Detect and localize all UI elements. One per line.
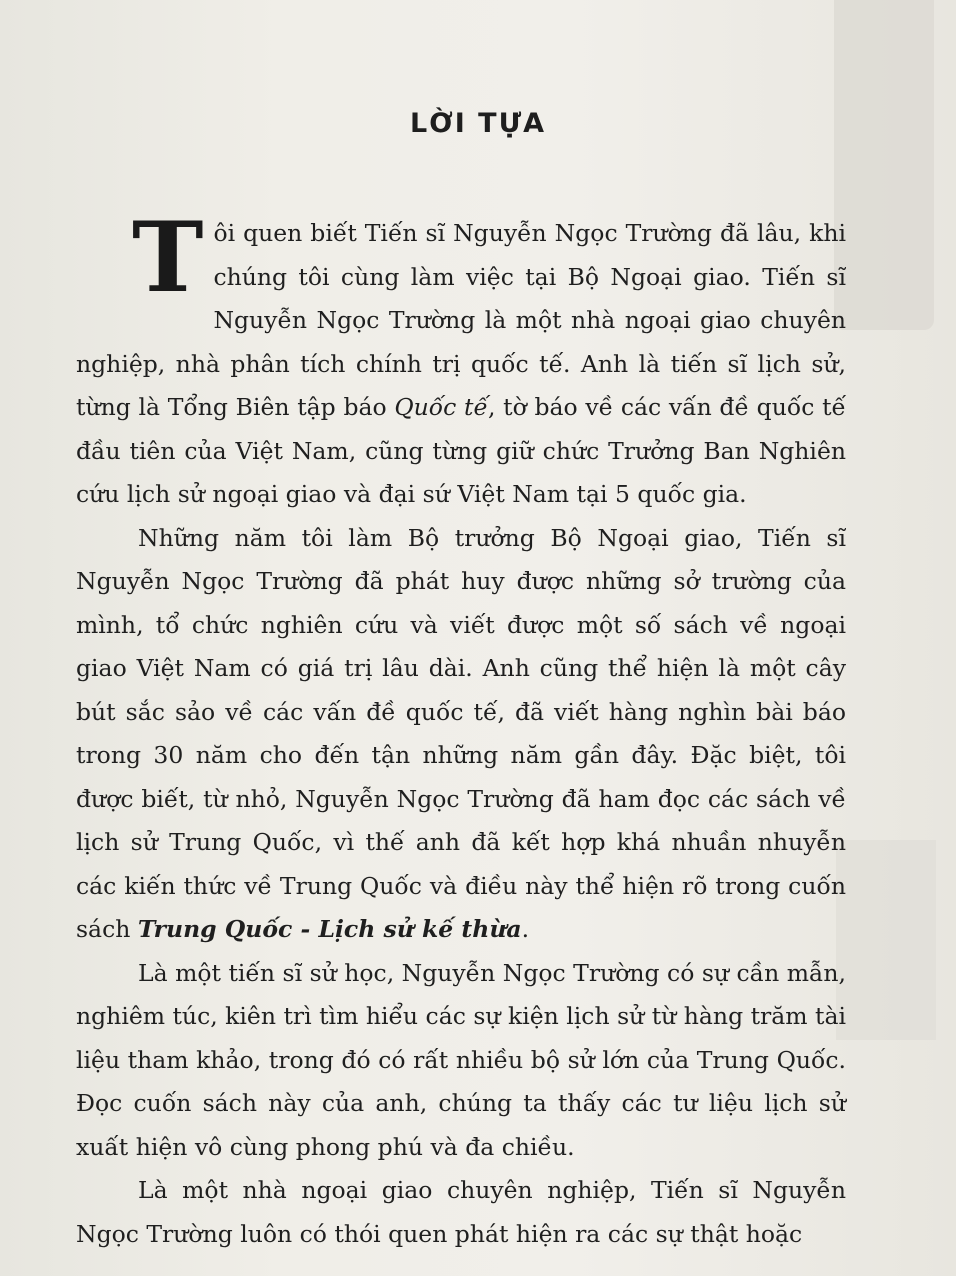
drop-cap: T <box>132 201 204 314</box>
text-run: ôi quen biết Tiến sĩ Nguyễn Ngọc Trường đã lâu, khi chúng tôi cùng làm việc tại Bộ Ngoại giao. Tiến sĩ Nguyễn Ngọc Trường là một nhà ngoại giao chuyên nghiệp, nhà phân tích chính trị quốc tế. Anh là tiến sĩ lịch sử, từng là Tổng Biên tập báo <box>76 219 846 421</box>
text-run: Là một nhà ngoại giao chuyên nghiệp, Tiến sĩ Nguyễn Ngọc Trường luôn có thói quen phát hiện ra các sự thật hoặc <box>76 1176 846 1248</box>
paragraph <box>76 517 846 952</box>
book-title: Trung Quốc - Lịch sử kế thừa <box>137 915 522 943</box>
text-run: . <box>521 915 530 943</box>
paragraph <box>76 952 846 1170</box>
paragraph <box>76 201 846 517</box>
text-run: Là một tiến sĩ sử học, Nguyễn Ngọc Trường có sự cần mẫn, nghiêm túc, kiên trì tìm hiểu các sự kiện lịch sử từ hàng trăm tài liệu tham khảo, trong đó có rất nhiều bộ sử lớn của Trung Quốc. Đọc cuốn sách này của anh, chúng ta thấy các tư liệu lịch sử xuất hiện vô cùng phong phú và đa chiều. <box>76 958 846 1161</box>
text-run: Những năm tôi làm Bộ trưởng Bộ Ngoại giao, Tiến sĩ Nguyễn Ngọc Trường đã phát huy được những sở trường của mình, tổ chức nghiên cứu và viết được một số sách về ngoại giao Việt Nam có giá trị lâu dài. Anh cũng thể hiện là một cây bút sắc sảo về các vấn đề quốc tế, đã viết hàng nghìn bài báo trong 30 năm cho đến tận những năm gần đây. Đặc biệt, tôi được biết, từ nhỏ, Nguyễn Ngọc Trường đã ham đọc các sách về lịch sử Trung Quốc, vì thế anh đã kết hợp khá nhuần nhuyễn các kiến thức về Trung Quốc và điều này thể hiện rõ trong cuốn sách <box>76 523 846 943</box>
paragraph <box>76 1169 846 1256</box>
italic-title: Quốc tế <box>394 393 488 421</box>
page-tab-shadow <box>834 0 934 330</box>
text-run: , tờ báo về các vấn đề quốc tế đầu tiên của Việt Nam, cũng từng giữ chức Trưởng Ban Nghiên cứu lịch sử ngoại giao và đại sứ Việt Nam tại 5 quốc gia. <box>76 393 846 508</box>
page-tab-shadow-lower <box>836 840 936 1040</box>
page-heading: LỜI TỰA <box>409 108 547 139</box>
body-text <box>76 201 846 1256</box>
